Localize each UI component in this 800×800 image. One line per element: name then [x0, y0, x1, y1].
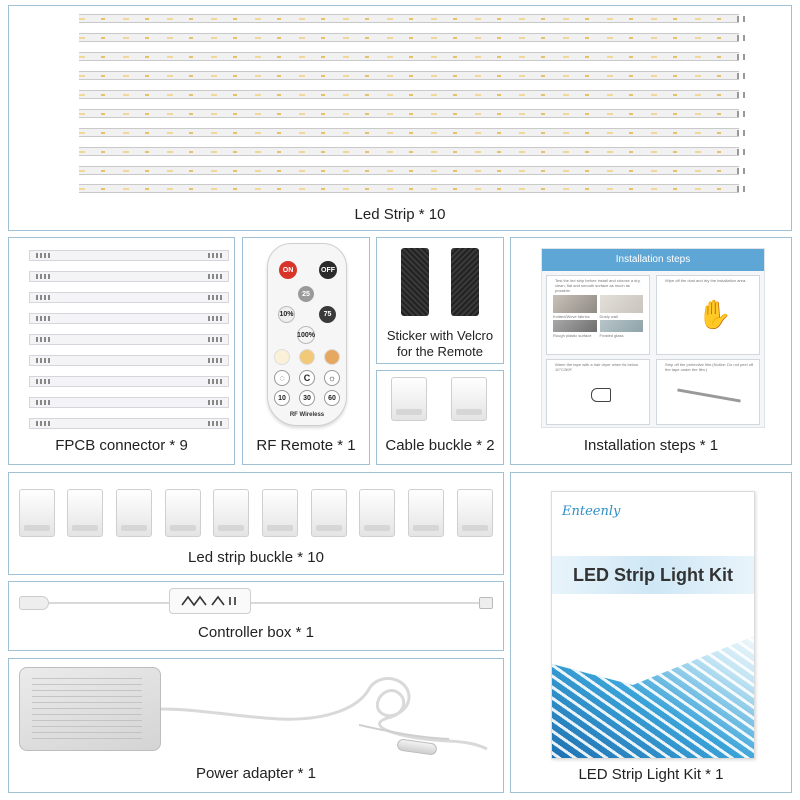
- warm-white-button: [274, 349, 290, 365]
- controller-panel: [8, 581, 504, 651]
- controller-box: [169, 588, 251, 614]
- led-strip: [79, 184, 739, 193]
- fpcb-panel: [8, 237, 235, 465]
- led-strip: [79, 33, 739, 42]
- install-card: [541, 248, 765, 428]
- fpcb-connector: [29, 271, 229, 282]
- install-step-1: Test the led strip before install and choose a dry, clean, flat and smooth surface as much as possible. Knitted/Wove fabrics Dusty wall Rough plastic surface Frosted glass: [546, 275, 650, 355]
- peel-strip-icon: [677, 388, 741, 402]
- kit-box: [551, 491, 755, 759]
- led-strip: [79, 128, 739, 137]
- fpcb-caption: FPCB connector * 9: [55, 437, 188, 454]
- fpcb-connector: [29, 418, 229, 429]
- sticker-caption: Sticker with Velcro for the Remote: [386, 328, 494, 359]
- fpcb-connector: [29, 313, 229, 324]
- install-caption: Installation steps * 1: [583, 437, 719, 454]
- led-strip: [79, 14, 739, 23]
- install-card-header: Installation steps: [542, 249, 764, 271]
- timer-10-button: 10: [274, 390, 290, 406]
- pct100-button: 100%: [297, 326, 315, 344]
- fpcb-connector: [29, 376, 229, 387]
- adapter-label-text: [32, 678, 142, 740]
- led-strip-buckle: [311, 489, 347, 537]
- led-strip-buckle: [165, 489, 201, 537]
- install-panel: [510, 237, 792, 465]
- sun-icon-button: ☼: [324, 370, 340, 386]
- light-icon-button: ◌: [274, 370, 290, 386]
- led-strip-buckle: [457, 489, 493, 537]
- led-strip-panel: [8, 5, 792, 231]
- install-step-3: Warm the tape with a hair dryer when its below 10°C/50F.: [546, 359, 650, 425]
- kit-brand-logo: Enteenly: [562, 504, 621, 519]
- pct10-button: 10%: [278, 306, 295, 323]
- kit-panel: [510, 472, 792, 793]
- c-button: C: [299, 370, 315, 386]
- cable-buckle: [391, 377, 427, 421]
- neutral-white-button: [299, 349, 315, 365]
- fpcb-connector: [29, 397, 229, 408]
- led-strip-buckle: [67, 489, 103, 537]
- led-strip-buckle: [19, 489, 55, 537]
- remote-panel: [242, 237, 370, 465]
- led-strip-buckle: [408, 489, 444, 537]
- wipe-hand-icon: ✋: [697, 299, 732, 330]
- kit-caption: LED Strip Light Kit * 1: [578, 766, 724, 783]
- power-on-button: ON: [279, 261, 297, 279]
- led-strip: [79, 166, 739, 175]
- cable-buckle: [451, 377, 487, 421]
- connector-plug-right: [479, 597, 493, 609]
- kit-title: LED Strip Light Kit: [573, 564, 733, 585]
- remote-caption: RF Remote * 1: [256, 437, 356, 454]
- fpcb-connector: [29, 250, 229, 261]
- led-strip-buckle: [116, 489, 152, 537]
- install-step-2: Wipe off the dust and dry the installation area. ✋: [656, 275, 760, 355]
- led-strip-buckle: [262, 489, 298, 537]
- sticker-panel: [376, 237, 504, 364]
- strip-buckle-panel: [8, 472, 504, 575]
- led-strip-buckle: [359, 489, 395, 537]
- led-strip-buckle: [213, 489, 249, 537]
- led-strip: [79, 147, 739, 156]
- led-strip: [79, 71, 739, 80]
- led-strip: [79, 52, 739, 61]
- velcro-sticker-right: [451, 248, 479, 316]
- controller-cable: [49, 602, 479, 604]
- strip-buckle-caption: Led strip buckle * 10: [188, 549, 324, 566]
- cool-white-button: [324, 349, 340, 365]
- timer-60-button: 60: [324, 390, 340, 406]
- brightness-25-button: 25: [298, 286, 314, 302]
- kit-title-band: [552, 556, 754, 594]
- led-strip-caption: Led Strip * 10: [354, 206, 446, 223]
- brightness-75-button: 75: [319, 306, 336, 323]
- velcro-sticker-left: [401, 248, 429, 316]
- power-caption: Power adapter * 1: [195, 765, 317, 782]
- timer-30-button: 30: [299, 390, 315, 406]
- power-adapter-body: [19, 667, 161, 751]
- power-cable: [159, 669, 489, 779]
- power-off-button: OFF: [319, 261, 337, 279]
- kit-graphic: [552, 622, 754, 759]
- hair-dryer-icon: [591, 388, 611, 402]
- dc-plug-left: [19, 596, 49, 610]
- controller-caption: Controller box * 1: [198, 624, 314, 641]
- cable-buckle-caption: Cable buckle * 2: [385, 437, 495, 454]
- fpcb-connector: [29, 292, 229, 303]
- fpcb-connector: [29, 355, 229, 366]
- cable-buckle-panel: [376, 370, 504, 465]
- controller-logo-icon: [180, 595, 240, 607]
- install-step-4: Strip off the protective film.(Notice: Do not peel off the tape under the film.): [656, 359, 760, 425]
- fpcb-connector: [29, 334, 229, 345]
- remote-brand-label: RF Wireless: [289, 412, 325, 418]
- power-panel: [8, 658, 504, 793]
- led-strip: [79, 90, 739, 99]
- led-strip: [79, 109, 739, 118]
- rf-remote: [267, 243, 347, 426]
